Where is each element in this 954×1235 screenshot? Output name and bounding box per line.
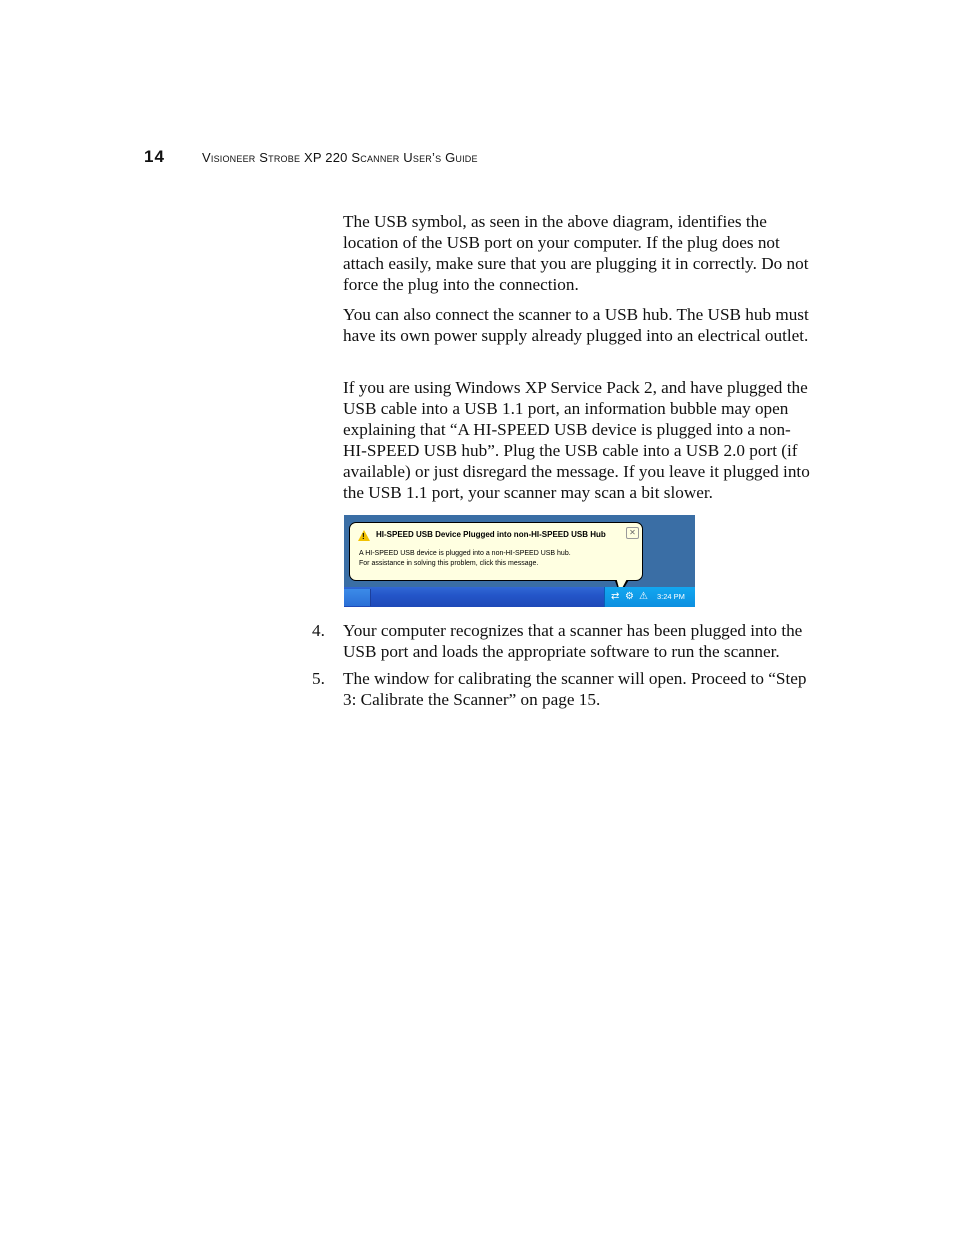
notification-screenshot: [344, 515, 695, 607]
list-item-text: Your computer recognizes that a scanner has been plugged into the USB port and loads the appropriate software to run the scanner.: [343, 621, 803, 661]
list-item-number: 5.: [312, 669, 325, 688]
taskbar: [344, 587, 695, 607]
page-number: 14: [144, 147, 165, 166]
close-icon[interactable]: ✕: [626, 527, 639, 539]
list-item-text: The window for calibrating the scanner will open. Proceed to “Step 3: Calibrate the Scanner” on page 15.: [343, 669, 807, 709]
security-tray-icon[interactable]: ⚠: [639, 591, 648, 602]
taskbar-button[interactable]: [344, 589, 371, 606]
usb-tray-icon[interactable]: ⚙: [625, 591, 634, 602]
balloon-message-line1: A HI-SPEED USB device is plugged into a non-HI-SPEED USB hub.: [359, 550, 571, 557]
balloon-message-line2[interactable]: For assistance in solving this problem, click this message.: [359, 560, 539, 567]
list-item-number: 4.: [312, 621, 325, 640]
running-title: Visioneer Strobe XP 220 Scanner User’s Guide: [202, 150, 478, 165]
system-tray: [604, 587, 695, 607]
paragraph-usb-hub: You can also connect the scanner to a USB hub. The USB hub must have its own power supply already plugged into an electrical outlet.: [343, 305, 809, 345]
network-tray-icon[interactable]: ⇄: [611, 591, 620, 602]
paragraph-usb-symbol: The USB symbol, as seen in the above diagram, identifies the location of the USB port on your computer. If the plug does not attach easily, make sure that you are plugging it in correctly. Do not force the plug into the connection.: [343, 212, 809, 294]
warning-mark: !: [362, 532, 365, 541]
balloon-title: HI-SPEED USB Device Plugged into non-HI-SPEED USB Hub: [376, 530, 606, 539]
clock[interactable]: 3:24 PM: [657, 592, 685, 601]
notification-balloon[interactable]: [349, 522, 643, 581]
paragraph-service-pack: If you are using Windows XP Service Pack 2, and have plugged the USB cable into a USB 1.1 port, an information bubble may open explaining that “A HI-SPEED USB device is plugged into a non-HI-SPEED USB hub”. Plug the USB cable into a USB 2.0 port (if available) or just disregard the message. If you leave it plugged into the USB 1.1 port, your scanner may scan a bit slower.: [343, 378, 810, 502]
